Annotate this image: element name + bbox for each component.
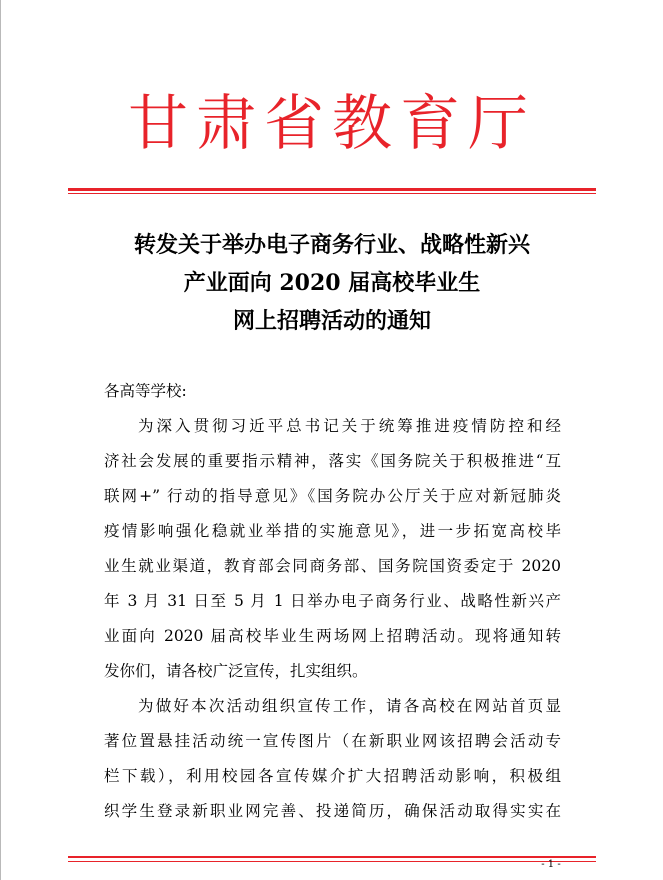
title-line: 网上招聘活动的通知 bbox=[232, 308, 431, 334]
body-line: 发你们，请各校广泛宣传，扎实组织。 bbox=[104, 662, 368, 680]
masthead-rule-thin bbox=[68, 193, 596, 194]
body-line: 年 3 月 31 日至 5 月 1 日举办电子商务行业、战略性新兴产 bbox=[104, 592, 561, 610]
page-number: - 1 - bbox=[541, 859, 561, 870]
masthead-rule-thick bbox=[68, 188, 596, 191]
body-line: 著位置悬挂活动统一宣传图片（在新职业网该招聘会活动专 bbox=[104, 732, 561, 750]
document-title bbox=[91, 226, 573, 340]
body-line: 业面向 2020 届高校毕业生两场网上招聘活动。现将通知转 bbox=[104, 627, 561, 645]
masthead-title: 甘肃省教育厅 bbox=[128, 89, 536, 159]
salutation: 各高等学校: bbox=[104, 382, 187, 400]
title-line: 产业面向 2020 届高校毕业生 bbox=[183, 270, 481, 296]
body-line: 为深入贯彻习近平总书记关于统筹推进疫情防控和经 bbox=[138, 417, 561, 435]
title-line: 转发关于举办电子商务行业、战略性新兴 bbox=[133, 232, 530, 258]
body-line: 栏下载），利用校园各宣传媒介扩大招聘活动影响，积极组 bbox=[104, 767, 561, 785]
body-line: 联网+” 行动的指导意见》《国务院办公厅关于应对新冠肺炎 bbox=[104, 487, 561, 505]
body-line: 织学生登录新职业网完善、投递简历，确保活动取得实实在 bbox=[104, 802, 561, 820]
body-line: 济社会发展的重要指示精神，落实《国务院关于积极推进“互 bbox=[104, 452, 561, 470]
footer-rule-thick bbox=[68, 856, 596, 858]
footer-rule-thin bbox=[68, 861, 596, 862]
body-line: 业生就业渠道，教育部会同商务部、国务院国资委定于 2020 bbox=[104, 557, 561, 575]
body-line: 为做好本次活动组织宣传工作，请各高校在网站首页显 bbox=[138, 697, 561, 715]
body-line: 疫情影响强化稳就业举措的实施意见》，进一步拓宽高校毕 bbox=[104, 522, 561, 540]
document-body bbox=[104, 374, 561, 829]
